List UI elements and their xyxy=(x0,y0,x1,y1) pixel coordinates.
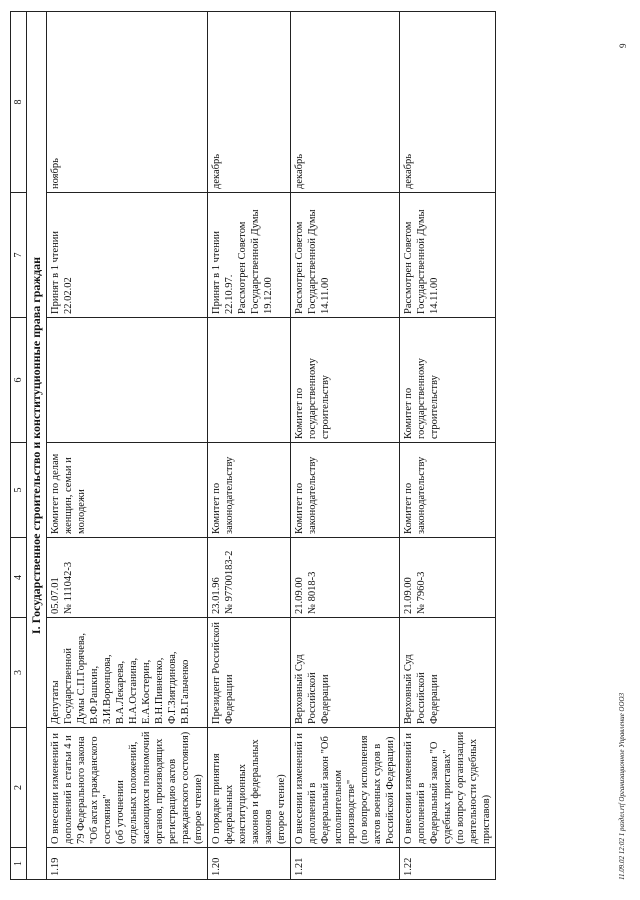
table-row xyxy=(47,12,208,880)
bill-title: О внесении изменений и дополнений в Федеральный закон "О судебных приставах" (по вопросу организации деятельности судебных приставов) xyxy=(400,728,496,848)
registration: 21.09.00 № 8018-3 xyxy=(291,538,400,618)
row-number: 1.21 xyxy=(291,848,400,880)
registration: 21.09.00 № 7960-3 xyxy=(400,538,496,618)
co-committee xyxy=(47,318,208,443)
bills-table xyxy=(10,11,496,880)
status: Принят в 1 чтении 22.02.02 xyxy=(47,193,208,318)
registration: 05.07.01 № 111042-3 xyxy=(47,538,208,618)
status: Рассмотрен Советом Государственной Думы 14.11.00 xyxy=(400,193,496,318)
row-number: 1.20 xyxy=(208,848,291,880)
section-title: I. Государственное строительство и конституционные права граждан xyxy=(27,12,47,880)
month: ноябрь xyxy=(47,12,208,193)
bill-title: О порядке принятия федеральных конституционных законов и федеральных законов (второе чтение) xyxy=(208,728,291,848)
status: Рассмотрен Советом Государственной Думы 14.11.00 xyxy=(291,193,400,318)
column-number: 5 xyxy=(11,443,27,538)
initiator: Депутаты Государственной Думы С.П.Горячева, В.Ф.Рашкин, З.И.Воронцова, В.А.Лекарева, Н.А.Останина, Е.А.Костерин, В.Н.Пивненко, Ф.Г.Зиятдинова, В.В.Гальченко xyxy=(47,618,208,728)
responsible-committee: Комитет по законодательству xyxy=(400,443,496,538)
month: декабрь xyxy=(291,12,400,193)
column-number-row xyxy=(11,12,27,880)
column-number: 1 xyxy=(11,848,27,880)
co-committee: Комитет по государственному строительству xyxy=(291,318,400,443)
co-committee xyxy=(208,318,291,443)
responsible-committee: Комитет по делам женщин, семьи и молодежи xyxy=(47,443,208,538)
section-row xyxy=(27,12,47,880)
footer-file-info: 11.09.02 12:02 1 раздел.rtf Организационное Управление ООО3 xyxy=(618,692,626,880)
initiator: Верховный Суд Российской Федерации xyxy=(291,618,400,728)
responsible-committee: Комитет по законодательству xyxy=(208,443,291,538)
responsible-committee: Комитет по законодательству xyxy=(291,443,400,538)
page-number: 9 xyxy=(618,43,628,48)
month: декабрь xyxy=(208,12,291,193)
co-committee: Комитет по государственному строительству xyxy=(400,318,496,443)
column-number: 6 xyxy=(11,318,27,443)
column-number: 8 xyxy=(11,12,27,193)
initiator: Верховный Суд Российской Федерации xyxy=(400,618,496,728)
table-row xyxy=(291,12,400,880)
table-row xyxy=(400,12,496,880)
column-number: 4 xyxy=(11,538,27,618)
month: декабрь xyxy=(400,12,496,193)
column-number: 2 xyxy=(11,728,27,848)
row-number: 1.19 xyxy=(47,848,208,880)
status: Принят в 1 чтении 22.10.97. Рассмотрен Советом Государственной Думы 19.12.00 xyxy=(208,193,291,318)
column-number: 7 xyxy=(11,193,27,318)
table-row xyxy=(208,12,291,880)
registration: 23.01.96 № 97700183-2 xyxy=(208,538,291,618)
row-number: 1.22 xyxy=(400,848,496,880)
initiator: Президент Российской Федерации xyxy=(208,618,291,728)
bill-title: О внесении изменений и дополнений в Федеральный закон "Об исполнительном производстве" (по вопросу исполнения актов военных судов в Российской Федерации) xyxy=(291,728,400,848)
bill-title: О внесении изменений и дополнений в статьи 4 и 79 Федерального закона "Об актах гражданского состояния" (об уточнении отдельных положений, касающихся полномочий органов, производящих регистрацию актов гражданского состояния) (второе чтение) xyxy=(47,728,208,848)
column-number: 3 xyxy=(11,618,27,728)
